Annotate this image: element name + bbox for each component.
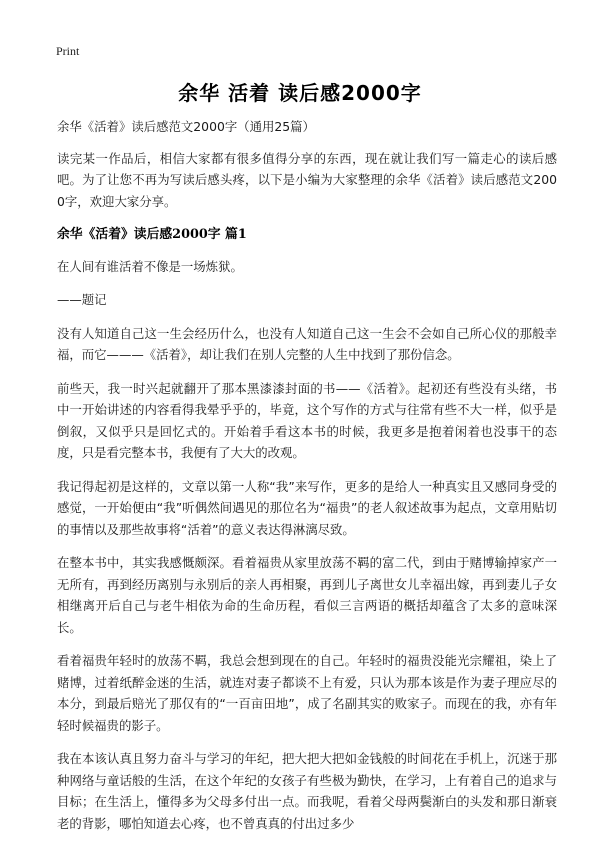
paragraph: 在人间有谁活着不像是一场炼狱。 [57,258,243,274]
document-body [57,116,557,846]
print-label[interactable]: Print [56,44,80,58]
paragraph: 在整本书中，其实我感慨颇深。看着福贵从家里放荡不羁的富二代，到由于赌博输掉家产一无所有，再到经历离别与永别后的亲人再相聚，再到儿子离世女儿幸福出嫁，再到妻儿子女相继离开后自己与老牛相依为命的生命历程，看似三言两语的概括却蕴含了太多的意味深长。 [57,555,557,635]
intro-paragraph: 读完某一作品后，相信大家都有很多值得分享的东西，现在就让我们写一篇走心的读后感吧。为了让您不再为写读后感头疼，以下是小编为大家整理的余华《活着》读后感范文2000字，欢迎大家分享。 [57,150,557,209]
paragraph: 看着福贵年轻时的放荡不羁，我总会想到现在的自己。年轻时的福贵没能光宗耀祖，染上了赌博，过着纸醉金迷的生活，就连对妻子都谈不上有爱，只认为那本该是作为妻子理应尽的本分，到最后赔光了那仅有的“一百亩田地”，成了名副其实的败家子。而现在的我，亦有年轻时候福贵的影子。 [57,653,557,733]
section-heading: 余华《活着》读后感2000字 篇1 [57,227,247,242]
document-subtitle: 余华《活着》读后感范文2000字（通用25篇） [57,119,315,134]
paragraph: 我在本该认真且努力奋斗与学习的年纪，把大把大把如金钱般的时间花在手机上，沉迷于那种网络与童话般的生活，在这个年纪的女孩子有些极为勤快，在学习，上有着自己的追求与目标；在生活上，懂得多为父母多付出一点。而我呢，看着父母两鬓渐白的头发和那日渐衰老的背影，哪怕知道去心疼，也不曾真真的付出过多少 [57,751,557,831]
page-title: 余华 活着 读后感2000字 [178,81,422,105]
paragraph: 没有人知道自己这一生会经历什么，也没有人知道自己这一生会不会如自己所心仪的那般幸福，而它———《活着》，却让我们在别人完整的人生中找到了那份信念。 [57,325,557,362]
paragraph: 前些天，我一时兴起就翻开了那本黑漆漆封面的书——《活着》。起初还有些没有头绪，书中一开始讲述的内容看得我晕乎乎的，毕竟，这个写作的方式与往常有些不大一样，似乎是倒叙，又似乎只是回忆式的。开始着手看这本书的时候，我更多是抱着闲着也没事干的态度，只是看完整本书，我便有了大大的改观。 [57,380,557,460]
paragraph: 我记得起初是这样的，文章以第一人称“我”来写作，更多的是给人一种真实且又感同身受的感觉，一开始便由“我”听偶然间遇见的那位名为“福贵”的老人叙述故事为起点，文章用贴切的事情以及那些故事将“活着”的意义表达得淋漓尽致。 [57,478,557,537]
epigraph-attribution: ——题记 [57,292,107,307]
